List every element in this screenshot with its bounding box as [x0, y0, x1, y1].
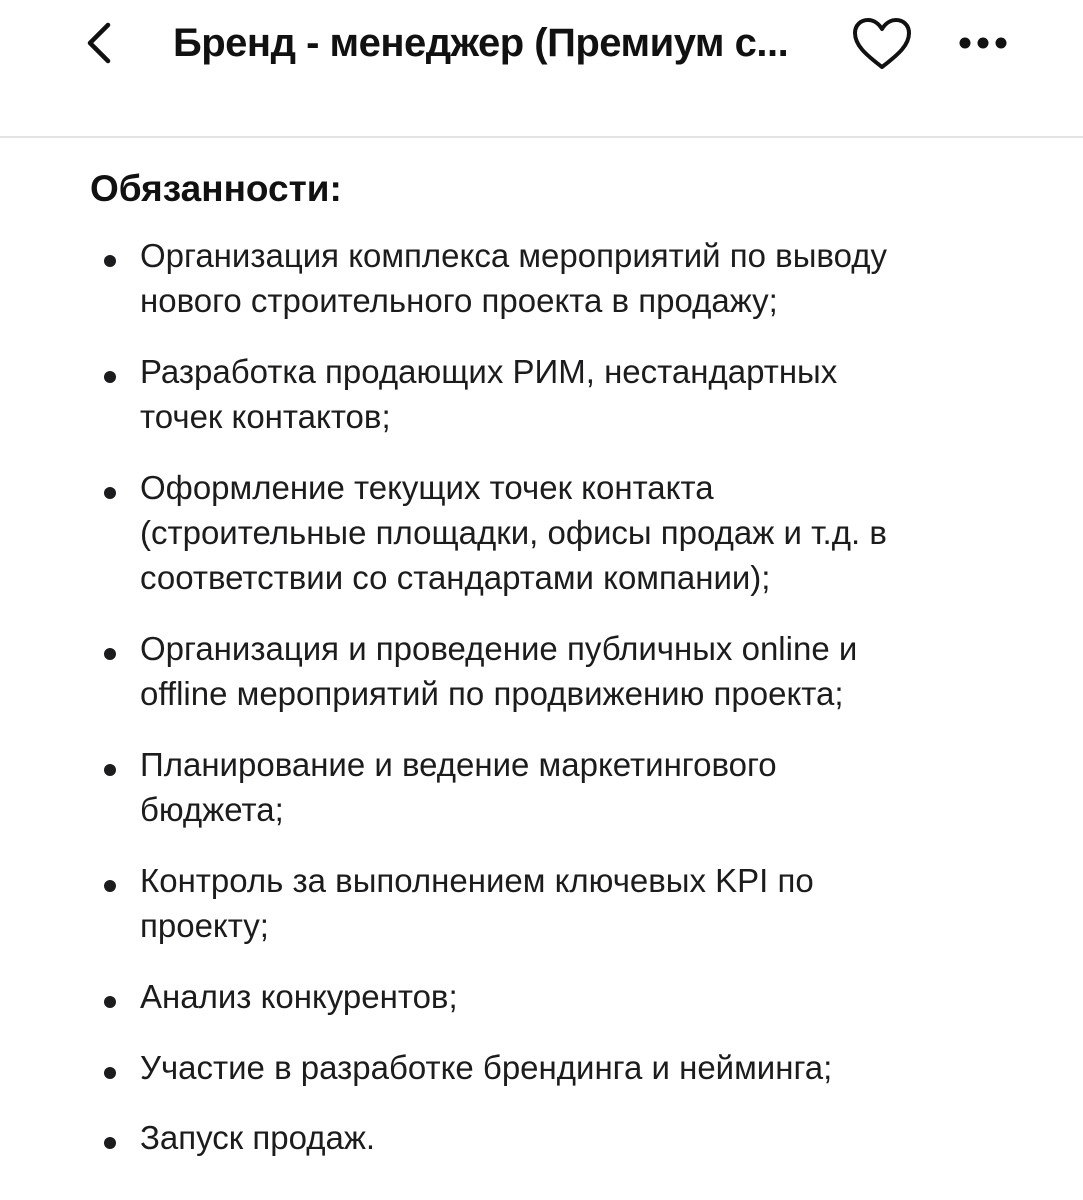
page-title: Бренд - менеджер (Премиум с...: [173, 21, 789, 65]
bullet-icon: [104, 1067, 116, 1079]
chevron-left-icon: [84, 21, 114, 65]
heart-outline-icon: [851, 17, 913, 71]
duty-text: Участие в разработке брендинга и нейминга;: [140, 1049, 833, 1086]
ellipsis-icon: [958, 36, 1008, 50]
more-options-button[interactable]: [950, 18, 1016, 68]
back-button[interactable]: [72, 16, 126, 70]
bullet-icon: [104, 648, 116, 660]
bullet-icon: [104, 255, 116, 267]
app-header: [0, 0, 1083, 138]
bullet-icon: [104, 371, 116, 383]
duty-text: Анализ конкурентов;: [140, 978, 458, 1015]
duty-text: Запуск продаж.: [140, 1119, 376, 1156]
bullet-icon: [104, 487, 116, 499]
bullet-icon: [104, 880, 116, 892]
bullet-icon: [104, 996, 116, 1008]
duty-text: Разработка продающих РИМ, нестандартных точек контактов;: [140, 353, 838, 435]
duty-text: Контроль за выполнением ключевых KPI по проекту;: [140, 862, 814, 944]
duty-text: Организация комплекса мероприятий по выводу нового строительного проекта в продажу;: [140, 237, 887, 319]
duty-text: Организация и проведение публичных online и offline мероприятий по продвижению проекта;: [140, 630, 858, 712]
duty-text: Оформление текущих точек контакта (строительные площадки, офисы продаж и т.д. в соответствии со стандартами компании);: [140, 469, 887, 596]
duty-text: Планирование и ведение маркетингового бюджета;: [140, 746, 777, 828]
section-title: Обязанности:: [90, 168, 342, 209]
bullet-icon: [104, 764, 116, 776]
favorite-button[interactable]: [847, 14, 917, 74]
bullet-icon: [104, 1137, 116, 1149]
